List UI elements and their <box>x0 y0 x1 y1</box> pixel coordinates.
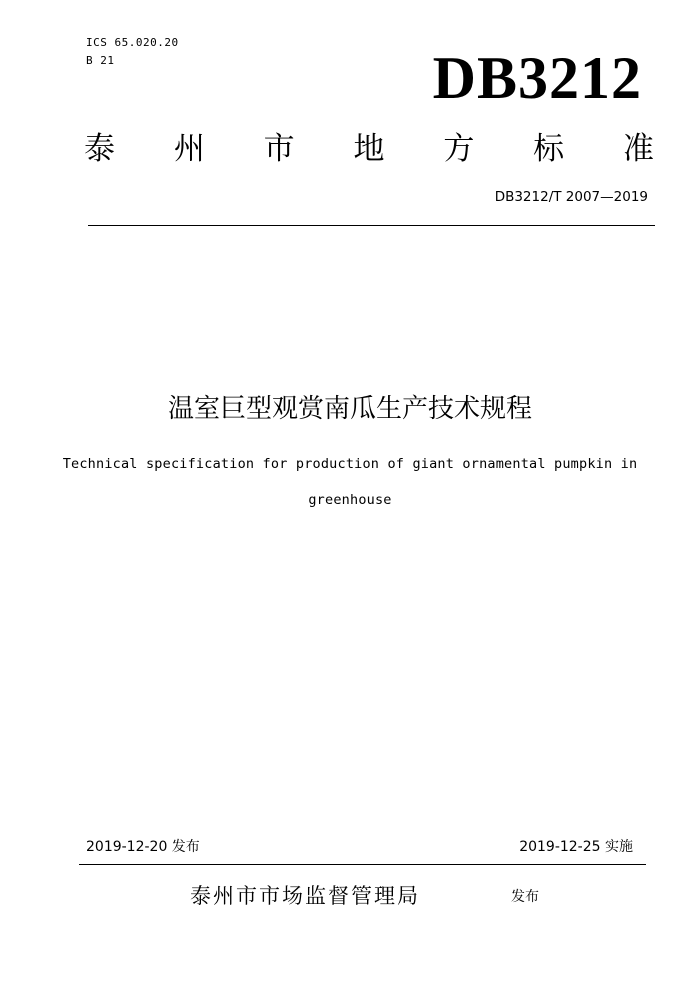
document-title-zh: 温室巨型观赏南瓜生产技术规程 <box>167 394 532 424</box>
header-divider <box>88 225 655 226</box>
classification-code: B 21 <box>86 54 115 67</box>
standard-title-char: 泰 <box>84 131 115 167</box>
standard-title-char: 地 <box>353 131 385 167</box>
document-title-en <box>60 446 640 518</box>
implementation-date: 2019-12-25 实施 <box>519 839 633 855</box>
standard-title-char: 标 <box>533 131 565 167</box>
document-title-en-line: greenhouse <box>308 492 392 508</box>
standard-code-logo: DB3212 <box>432 45 642 111</box>
standard-number: DB3212/T 2007—2019 <box>494 189 648 205</box>
issuing-suffix: 发布 <box>511 889 539 905</box>
ics-code: ICS 65.020.20 <box>86 36 179 49</box>
standard-title-char: 方 <box>443 131 475 167</box>
standard-title-char: 准 <box>622 131 654 167</box>
standard-type-title <box>84 131 654 167</box>
footer-divider <box>79 864 646 865</box>
standard-title-char: 州 <box>173 131 205 167</box>
publish-date: 2019-12-20 发布 <box>86 839 200 855</box>
standard-title-char: 市 <box>263 131 295 167</box>
issuing-authority: 泰州市市场监督管理局 <box>190 884 420 908</box>
document-title-en-line: Technical specification for production of giant ornamental pumpkin in <box>62 456 638 472</box>
